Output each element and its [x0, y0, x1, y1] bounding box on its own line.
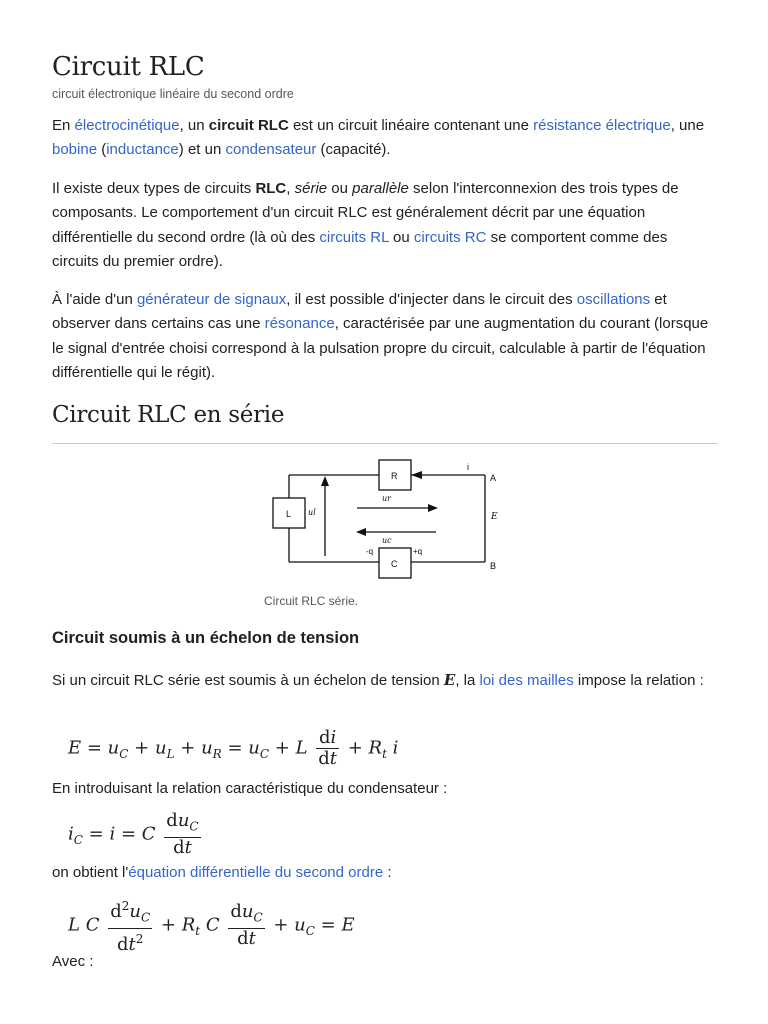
- label-a: A: [490, 473, 497, 483]
- text: En: [52, 117, 75, 134]
- label-uc: uc: [382, 536, 392, 545]
- link-inductance[interactable]: inductance: [106, 141, 179, 159]
- rlc-series-diagram: [264, 452, 514, 587]
- text: impose la relation :: [573, 672, 704, 689]
- italic-term: parallèle: [352, 180, 409, 197]
- text: , la: [455, 672, 480, 689]
- equation-differential: L C $\frac{d^2u_C}{dt^2}$ + $R_t$ C $\frac{du_C}{dt}$ + $u_C = E$: [68, 896, 355, 955]
- text: Il existe deux types de circuits: [52, 180, 256, 197]
- ul-arrow-head: [321, 476, 329, 486]
- figure-caption: Circuit RLC série.: [264, 594, 359, 608]
- text: selon l'interconnexion des trois types de composants. Le comportement d'un circuit RLC est généralement décrit par une équation différentielle du second ordre (là où des: [52, 180, 679, 246]
- link-circuits-rc[interactable]: circuits RC: [413, 228, 487, 246]
- text: ) et un: [178, 141, 226, 159]
- link-resistance-electrique[interactable]: résistance électrique: [533, 117, 671, 134]
- text: et observer dans certains cas une: [52, 291, 667, 333]
- label-i: i: [467, 462, 469, 472]
- link-oscillations[interactable]: oscillations: [576, 291, 651, 308]
- bold-term: RLC: [255, 180, 287, 197]
- intro-paragraph-3: [52, 288, 718, 385]
- equation-capacitor: $i_C = i = C$ $\frac{du_C}{dt}$: [68, 810, 199, 858]
- intro-paragraph-2: [52, 177, 718, 274]
- page-subtitle: circuit électronique linéaire du second ordre: [52, 87, 294, 101]
- link-equation-differentielle[interactable]: équation différentielle du second ordre: [128, 864, 384, 881]
- math-e: E: [443, 671, 456, 689]
- subsection-paragraph-1: [52, 668, 718, 693]
- label-b: B: [490, 561, 497, 571]
- text: ,: [286, 180, 295, 197]
- label-l: L: [286, 509, 292, 519]
- section-heading: Circuit RLC en série: [52, 402, 285, 428]
- subsection-paragraph-3: [52, 861, 718, 885]
- text: ou: [327, 180, 353, 197]
- uc-arrow-head: [356, 528, 366, 536]
- link-condensateur[interactable]: condensateur: [225, 141, 317, 159]
- label-e: E: [491, 512, 498, 522]
- text: , caractérisée par une augmentation du courant (lorsque le signal d'entrée choisi correspond à la pulsation propre du circuit, calculable à partir de l'équation différentielle qui le régit).: [52, 315, 709, 381]
- page-title: Circuit RLC: [52, 52, 205, 82]
- italic-term: série: [294, 180, 328, 197]
- intro-paragraph-1: [52, 114, 718, 163]
- label-ur: ur: [382, 494, 391, 503]
- ur-arrow-head: [428, 504, 438, 512]
- subsection-paragraph-2: En introduisant la relation caractéristique du condensateur :: [52, 780, 448, 797]
- text: ou: [388, 228, 414, 246]
- label-r: R: [391, 471, 398, 481]
- text: À l'aide d'un: [52, 291, 137, 308]
- text: (capacité).: [316, 141, 391, 159]
- link-electrocinetique[interactable]: électrocinétique: [74, 117, 180, 134]
- text: :: [383, 864, 392, 881]
- label-ul: ul: [308, 508, 316, 517]
- text: Si un circuit RLC série est soumis à un échelon de tension: [52, 672, 444, 689]
- section-divider: [52, 443, 718, 444]
- current-arrow: [411, 471, 422, 479]
- label-plus-q: +q: [413, 547, 423, 556]
- text: , une: [670, 117, 705, 134]
- text: (: [97, 141, 107, 159]
- label-c: C: [391, 559, 398, 569]
- text: se comportent comme des circuits du premier ordre).: [52, 228, 668, 270]
- text: , un: [179, 117, 209, 134]
- text: est un circuit linéaire contenant une: [288, 117, 534, 134]
- subsection-heading: Circuit soumis à un échelon de tension: [52, 629, 360, 647]
- link-loi-des-mailles[interactable]: loi des mailles: [479, 672, 574, 689]
- label-minus-q: -q: [366, 547, 374, 556]
- text: on obtient l': [52, 864, 129, 881]
- link-resonance[interactable]: résonance: [264, 315, 335, 333]
- equation-kirchhoff: $E = u_C + u_L + u_R = u_C + L$ $\frac{di}{dt}$ + $R_t$ i: [68, 727, 399, 769]
- link-bobine[interactable]: bobine: [52, 141, 98, 159]
- avec-label: Avec :: [52, 953, 94, 970]
- text: , il est possible d'injecter dans le circuit des: [286, 291, 577, 308]
- link-generateur-de-signaux[interactable]: générateur de signaux: [136, 291, 287, 308]
- link-circuits-rl[interactable]: circuits RL: [319, 228, 389, 246]
- bold-term: circuit RLC: [208, 117, 289, 134]
